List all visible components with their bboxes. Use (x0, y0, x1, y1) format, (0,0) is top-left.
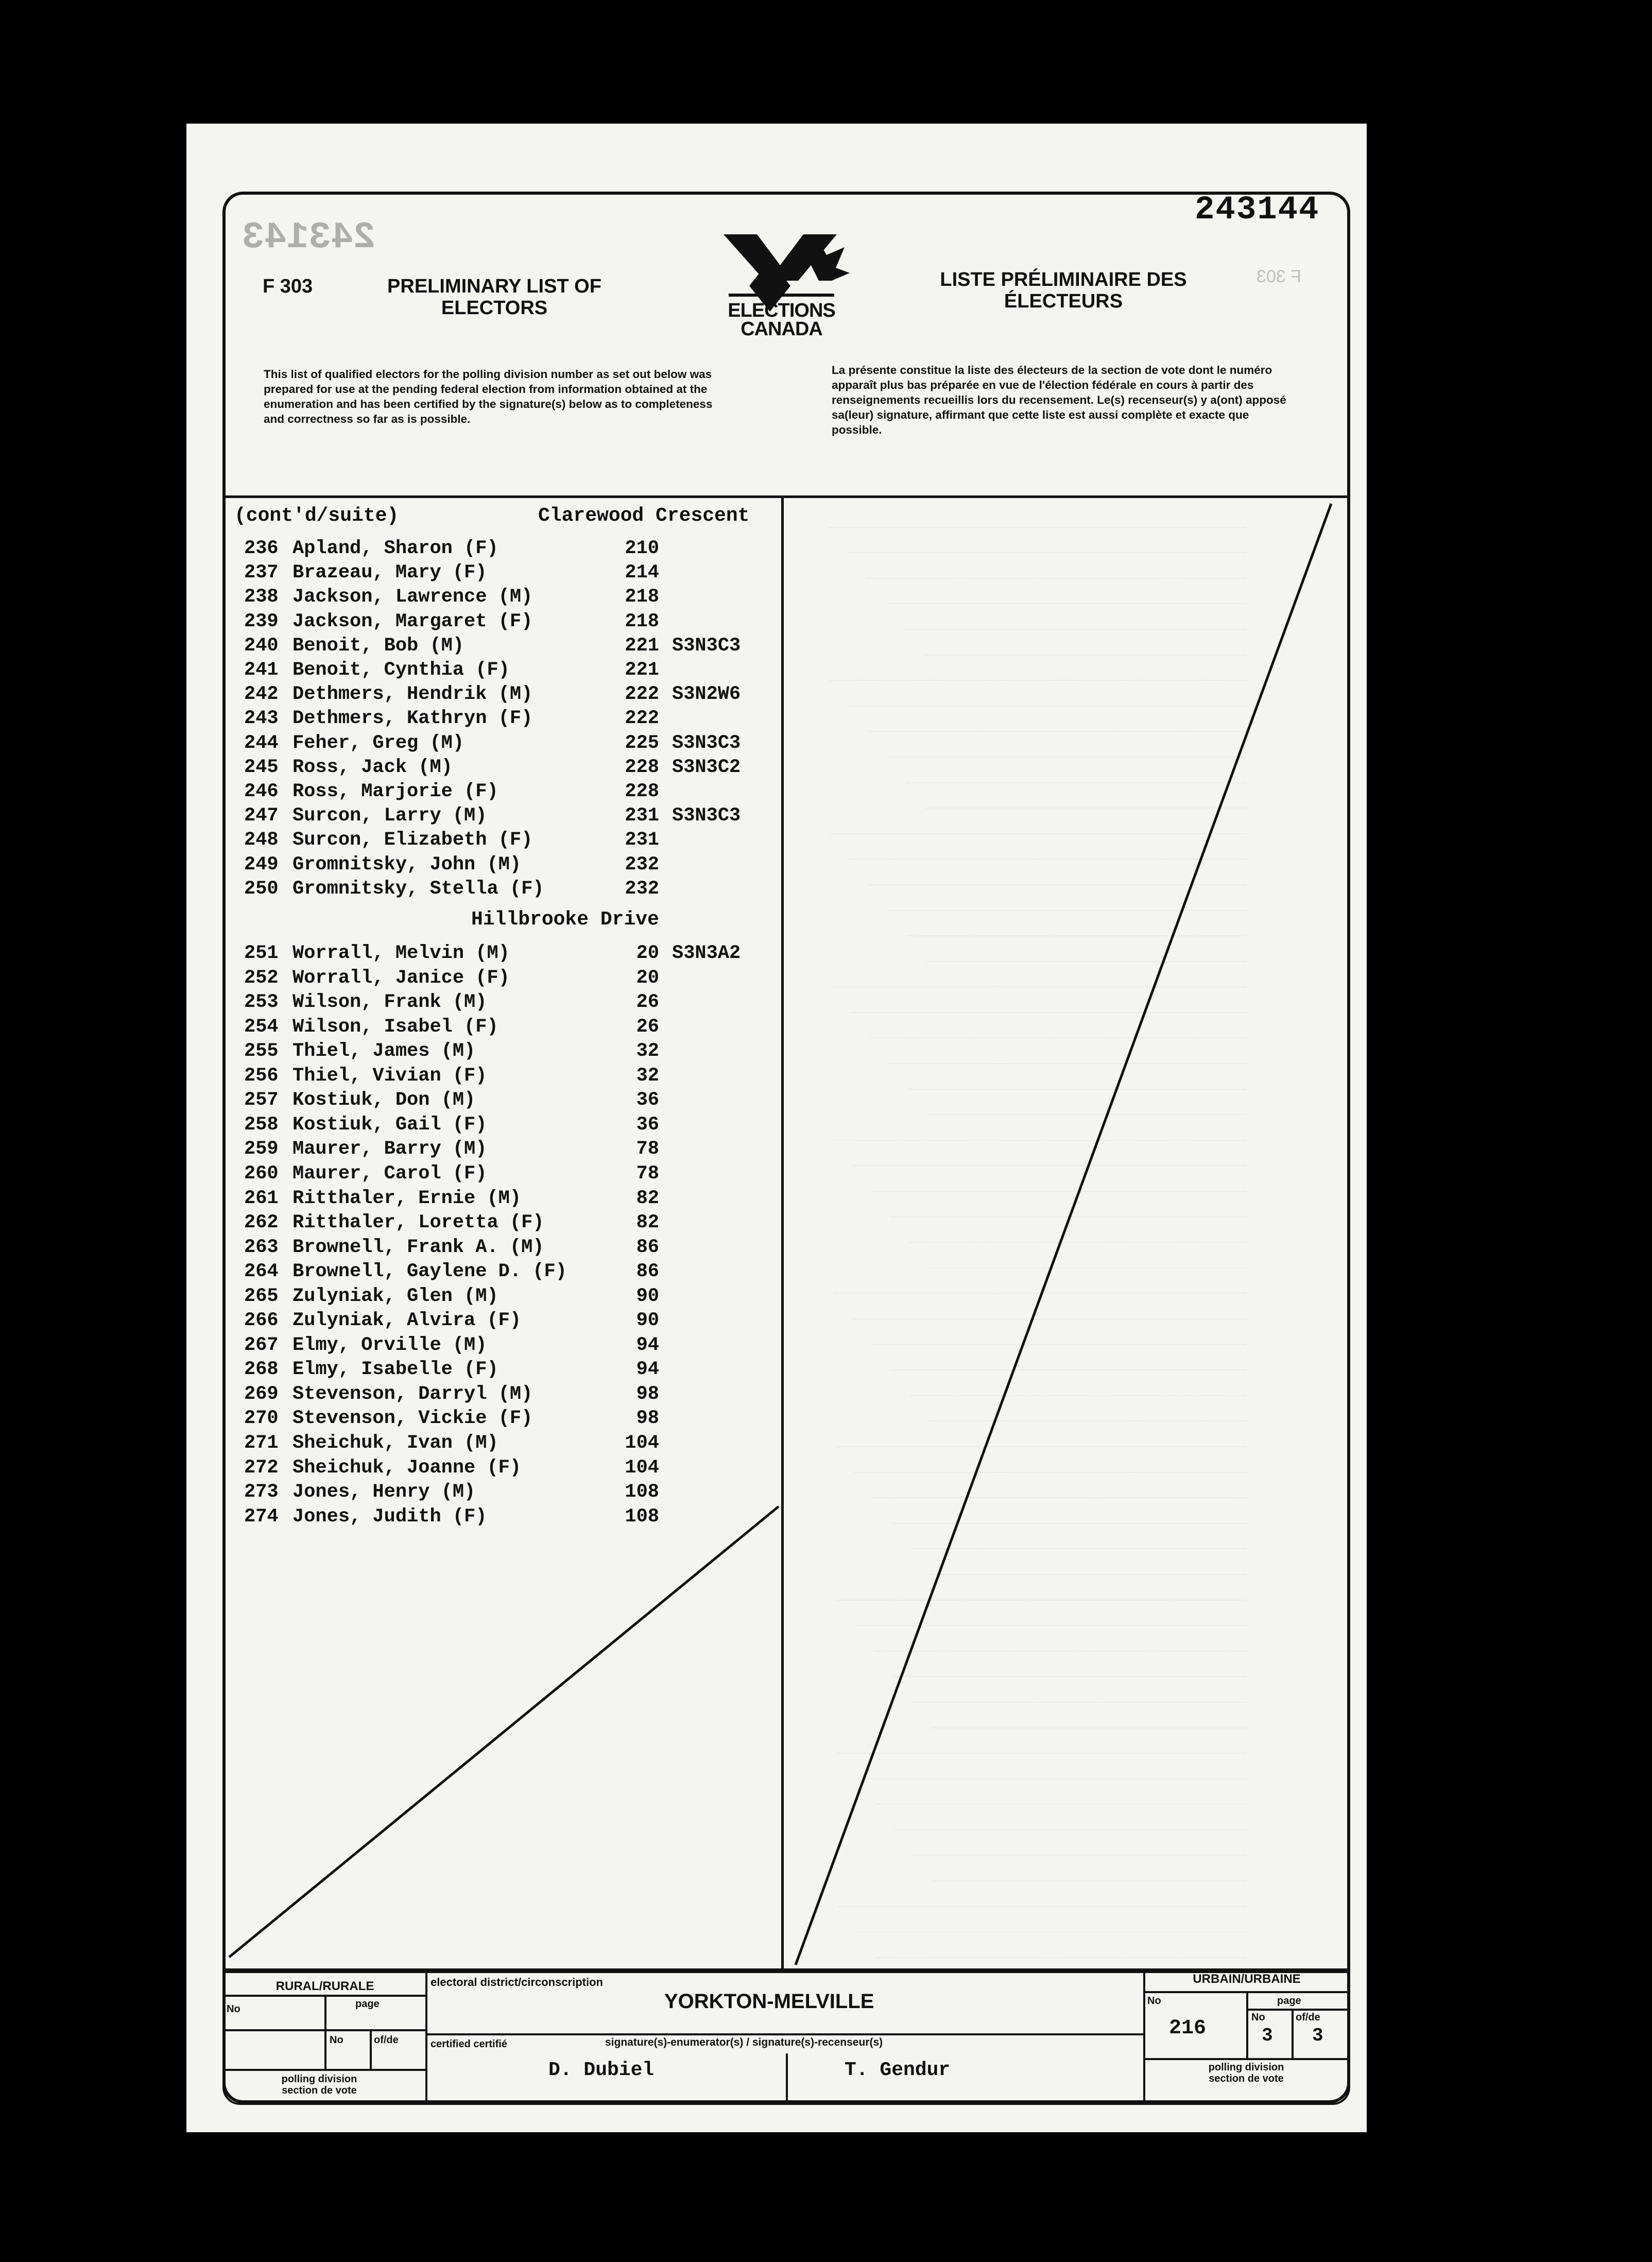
civic-number: 221 (625, 635, 659, 657)
elector-number: 266 (244, 1310, 279, 1332)
civic-number: 108 (625, 1481, 659, 1503)
rural-label: RURAL/RURALE (276, 1979, 374, 1993)
civic-number: 218 (625, 610, 659, 632)
elector-number: 246 (244, 781, 279, 802)
civic-number: 36 (636, 1113, 659, 1136)
certification-note-french: La présente constitue la liste des électeurs de la section de vote dont le numéro apparaît plus bas préparée en vue de l'élection fédérale en cours à partir des renseignements recueillis lors du recensement. Le(s) recenseur(s) y a(ont) apposé sa(leur) signature, affirmant que cette liste est aussi complète et exacte que possible. (832, 364, 1286, 436)
civic-number: 222 (625, 708, 659, 730)
elector-number: 241 (244, 659, 279, 681)
civic-number: 86 (636, 1261, 659, 1283)
elector-number: 253 (244, 991, 279, 1014)
page-number: 3 (1262, 2025, 1273, 2046)
civic-number: 94 (636, 1359, 659, 1381)
street-name-clarewood: Clarewood Crescent (538, 505, 750, 527)
rural-rule-3 (222, 2069, 427, 2071)
page-total: 3 (1312, 2025, 1323, 2046)
serial-number: 243144 (1195, 192, 1320, 229)
elector-name: Gromnitsky, John (M) (292, 853, 522, 876)
elector-name: Jones, Judith (F) (292, 1505, 487, 1528)
postal-code: S3N2W6 (672, 683, 741, 706)
certification-note-english: This list of qualified electors for the polling division number as set out below was prepared for use at the pending federal election from information obtained at the enumeration and has been certified by the signature(s) below as to completeness and correctness so far as is possible. (264, 368, 713, 425)
elector-name: Wilson, Frank (M) (292, 991, 487, 1014)
elector-name: Dethmers, Kathryn (F) (292, 708, 533, 730)
civic-number: 228 (625, 756, 659, 778)
electoral-district: YORKTON-MELVILLE (664, 1990, 874, 2013)
elector-number: 236 (244, 538, 279, 559)
elector-name: Ritthaler, Ernie (M) (292, 1187, 522, 1209)
elector-name: Zulyniak, Glen (M) (292, 1285, 498, 1307)
civic-number: 86 (636, 1236, 659, 1258)
civic-number: 82 (636, 1212, 659, 1234)
elector-name: Stevenson, Darryl (M) (292, 1383, 533, 1405)
elector-number: 274 (244, 1505, 279, 1528)
certified-label: certified certifié (431, 2038, 507, 2050)
elector-number: 260 (244, 1162, 279, 1185)
form-code-show-through: F 303 (1257, 267, 1301, 286)
postal-code: S3N3C3 (672, 805, 741, 827)
urban-rule-3 (1143, 2058, 1350, 2060)
civic-number: 32 (636, 1065, 659, 1087)
elector-name: Benoit, Bob (M) (292, 635, 464, 657)
elector-name: Stevenson, Vickie (F) (292, 1408, 533, 1430)
elector-name: Kostiuk, Don (M) (292, 1089, 476, 1111)
civic-number: 90 (636, 1310, 659, 1332)
elector-name: Zulyniak, Alvira (F) (292, 1310, 522, 1332)
urban-no-label: No (1147, 1995, 1161, 2007)
civic-number: 26 (636, 1016, 659, 1038)
elector-name: Brownell, Frank A. (M) (292, 1236, 544, 1258)
elector-name: Brownell, Gaylene D. (F) (292, 1261, 567, 1283)
elector-name: Thiel, Vivian (F) (292, 1065, 487, 1087)
elector-name: Sheichuk, Joanne (F) (292, 1456, 522, 1479)
rural-page-label: page (355, 1998, 380, 2010)
elector-name: Apland, Sharon (F) (292, 538, 498, 559)
urban-col-2 (1292, 2009, 1294, 2058)
elector-number: 265 (244, 1285, 279, 1307)
elector-name: Wilson, Isabel (F) (292, 1016, 498, 1038)
civic-number: 231 (625, 829, 659, 851)
civic-number: 108 (625, 1505, 659, 1528)
elector-number: 264 (244, 1261, 279, 1283)
civic-number: 228 (625, 781, 659, 802)
civic-number: 98 (636, 1408, 659, 1430)
civic-number: 26 (636, 991, 659, 1014)
elector-number: 267 (244, 1334, 279, 1356)
elector-name: Elmy, Isabelle (F) (292, 1359, 498, 1381)
postal-code: S3N3C3 (672, 635, 741, 657)
elector-number: 268 (244, 1359, 279, 1381)
elector-number: 247 (244, 805, 279, 827)
urban-polling-label: polling division section de vote (1208, 2062, 1284, 2084)
elector-name: Surcon, Larry (M) (292, 805, 487, 827)
civic-number: 214 (625, 562, 659, 584)
elector-number: 248 (244, 829, 279, 851)
elector-number: 245 (244, 756, 279, 778)
civic-number: 20 (636, 967, 659, 989)
district-label: electoral district/circonscription (431, 1976, 603, 1989)
elector-number: 263 (244, 1236, 279, 1258)
elector-number: 272 (244, 1456, 279, 1479)
rural-polling-label: polling division section de vote (281, 2074, 357, 2096)
civic-number: 20 (636, 942, 659, 964)
civic-number: 78 (636, 1138, 659, 1160)
enumerator-signature-1: D. Dubiel (548, 2059, 655, 2081)
elector-number: 258 (244, 1113, 279, 1136)
logo-text: ELECTIONS CANADA (728, 300, 835, 340)
elector-name: Feher, Greg (M) (292, 732, 464, 754)
civic-number: 82 (636, 1187, 659, 1209)
civic-number: 36 (636, 1089, 659, 1111)
elector-number: 242 (244, 683, 279, 706)
form-code: F 303 (263, 276, 313, 297)
postal-code: S3N3C2 (672, 756, 741, 778)
enumerator-signature-2: T. Gendur (845, 2059, 951, 2081)
signature-divider (786, 2053, 788, 2105)
elector-number: 259 (244, 1138, 279, 1160)
elector-name: Benoit, Cynthia (F) (292, 659, 510, 681)
elector-number: 256 (244, 1065, 279, 1087)
elector-name: Jackson, Margaret (F) (292, 610, 533, 632)
elector-name: Gromnitsky, Stella (F) (292, 878, 544, 900)
elector-number: 261 (244, 1187, 279, 1209)
elector-name: Worrall, Melvin (M) (292, 942, 510, 964)
elector-number: 254 (244, 1016, 279, 1038)
elector-name: Elmy, Orville (M) (292, 1334, 487, 1356)
elector-name: Surcon, Elizabeth (F) (292, 829, 533, 851)
civic-number: 225 (625, 732, 659, 754)
continued-label: (cont'd/suite) (234, 505, 399, 527)
district-rule (425, 2033, 1145, 2035)
civic-number: 98 (636, 1383, 659, 1405)
elector-name: Ross, Jack (M) (292, 756, 453, 778)
elector-name: Maurer, Carol (F) (292, 1162, 487, 1185)
elector-name: Dethmers, Hendrik (M) (292, 683, 533, 706)
elector-name: Jackson, Lawrence (M) (292, 586, 533, 608)
elector-number: 271 (244, 1432, 279, 1454)
elector-name: Kostiuk, Gail (F) (292, 1113, 487, 1136)
urban-of-label: of/de (1296, 2012, 1320, 2023)
street-name-hillbrooke: Hillbrooke Drive (471, 909, 659, 931)
rural-col-1 (324, 1997, 326, 2069)
elector-name: Thiel, James (M) (292, 1040, 476, 1063)
elector-number: 249 (244, 853, 279, 876)
elector-number: 239 (244, 610, 279, 632)
civic-number: 32 (636, 1040, 659, 1063)
serial-number-show-through: 243143 (242, 216, 376, 259)
elector-number: 240 (244, 635, 279, 657)
elector-number: 237 (244, 562, 279, 584)
urban-rule-2 (1246, 2009, 1350, 2011)
rural-of-label: of/de (374, 2034, 399, 2046)
title-english: PRELIMINARY LIST OF ELECTORS (387, 276, 601, 319)
rural-no-label: No (227, 2003, 240, 2015)
elector-number: 238 (244, 586, 279, 608)
civic-number: 104 (625, 1432, 659, 1454)
elector-number: 269 (244, 1383, 279, 1405)
polling-division-number: 216 (1169, 2017, 1207, 2040)
civic-number: 231 (625, 805, 659, 827)
elector-name: Maurer, Barry (M) (292, 1138, 487, 1160)
elector-number: 243 (244, 708, 279, 730)
elector-number: 244 (244, 732, 279, 754)
urban-col-1 (1246, 1991, 1248, 2058)
civic-number: 210 (625, 538, 659, 559)
civic-number: 222 (625, 683, 659, 706)
urban-no-label-2: No (1251, 2012, 1265, 2023)
rural-col-2 (370, 2029, 372, 2069)
civic-number: 232 (625, 853, 659, 876)
elector-name: Jones, Henry (M) (292, 1481, 476, 1503)
urban-page-label: page (1277, 1995, 1301, 2007)
elector-number: 262 (244, 1212, 279, 1234)
elector-name: Sheichuk, Ivan (M) (292, 1432, 498, 1454)
elector-name: Ritthaler, Loretta (F) (292, 1212, 544, 1234)
elector-number: 252 (244, 967, 279, 989)
civic-number: 232 (625, 878, 659, 900)
elector-name: Worrall, Janice (F) (292, 967, 510, 989)
elector-number: 251 (244, 942, 279, 964)
civic-number: 104 (625, 1456, 659, 1479)
title-french: LISTE PRÉLIMINAIRE DES ÉLECTEURS (940, 269, 1187, 312)
signature-label: signature(s)-enumerator(s) / signature(s)-recenseur(s) (605, 2036, 883, 2048)
civic-number: 90 (636, 1285, 659, 1307)
civic-number: 94 (636, 1334, 659, 1356)
elector-number: 257 (244, 1089, 279, 1111)
urban-label: URBAIN/URBAINE (1193, 1972, 1301, 1986)
elector-name: Ross, Marjorie (F) (292, 781, 498, 802)
postal-code: S3N3C3 (672, 732, 741, 754)
civic-number: 218 (625, 586, 659, 608)
elector-number: 273 (244, 1481, 279, 1503)
civic-number: 78 (636, 1162, 659, 1185)
elector-number: 255 (244, 1040, 279, 1063)
elector-name: Brazeau, Mary (F) (292, 562, 487, 584)
elector-number: 270 (244, 1408, 279, 1430)
elector-number: 250 (244, 878, 279, 900)
postal-code: S3N3A2 (672, 942, 741, 964)
rural-no-label-2: No (330, 2034, 343, 2046)
civic-number: 221 (625, 659, 659, 681)
